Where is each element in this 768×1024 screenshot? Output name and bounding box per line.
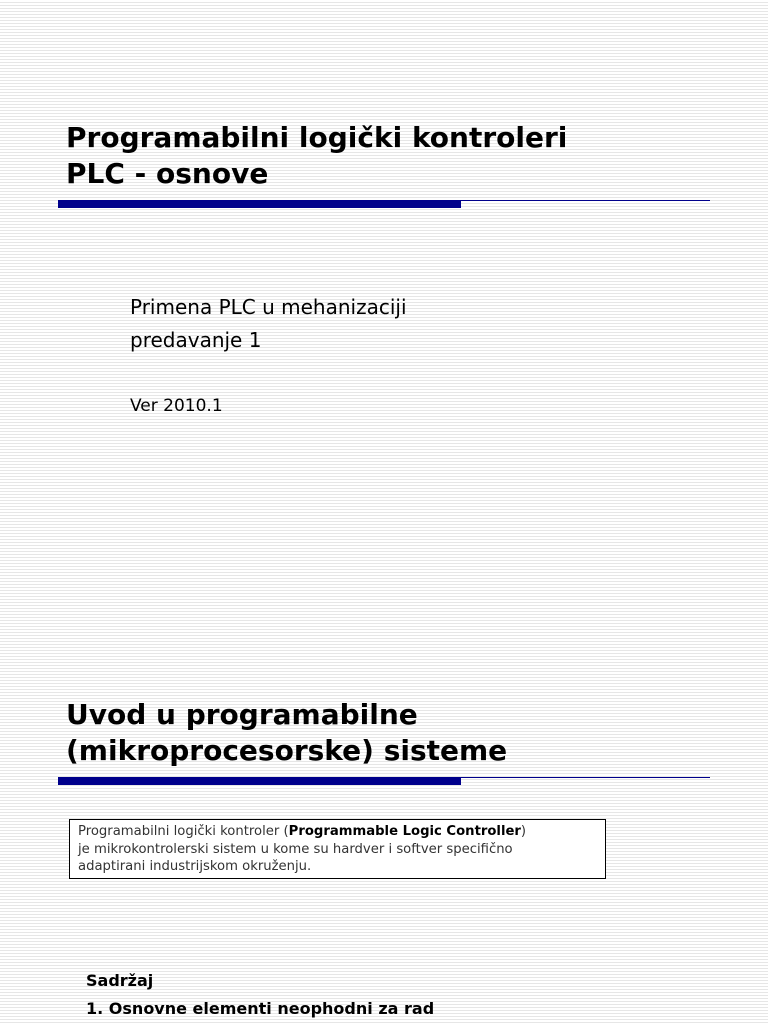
slide-title (66, 120, 567, 192)
title-line-2: (mikroprocesorske) sisteme (66, 734, 508, 767)
title-underline (58, 198, 710, 210)
definition-box (69, 819, 606, 879)
underline-thick-bar (58, 777, 461, 785)
definition-line-2: je mikrokontrolerski sistem u kome su hardver i softver specifično (78, 841, 513, 857)
underline-thin-bar (461, 200, 710, 201)
intro-slide (0, 680, 768, 1024)
toc-heading: Sadržaj (86, 971, 154, 990)
version-label: Ver 2010.1 (130, 396, 223, 416)
toc-item-number: 1. (86, 999, 104, 1018)
underline-thick-bar (58, 200, 461, 208)
slide-title (66, 697, 507, 769)
lecture-number: predavanje 1 (130, 328, 262, 352)
definition-text-before: Programabilni logički kontroler ( (78, 824, 289, 839)
definition-text-after: ) (520, 824, 527, 839)
toc-item (86, 998, 434, 1020)
title-line-2: PLC - osnove (66, 157, 269, 190)
course-name: Primena PLC u mehanizaciji (130, 295, 407, 319)
definition-line-1 (78, 823, 597, 841)
definition-term: Programmable Logic Controller (288, 824, 521, 839)
title-line-1: Programabilni logički kontroleri (66, 121, 568, 154)
definition-line-3: adaptirani industrijskom okruženju. (78, 859, 312, 874)
title-line-1: Uvod u programabilne (66, 698, 418, 731)
title-underline (58, 775, 710, 787)
underline-thin-bar (461, 777, 710, 778)
toc-item-label: Osnovne elementi neophodni za rad (108, 999, 435, 1018)
